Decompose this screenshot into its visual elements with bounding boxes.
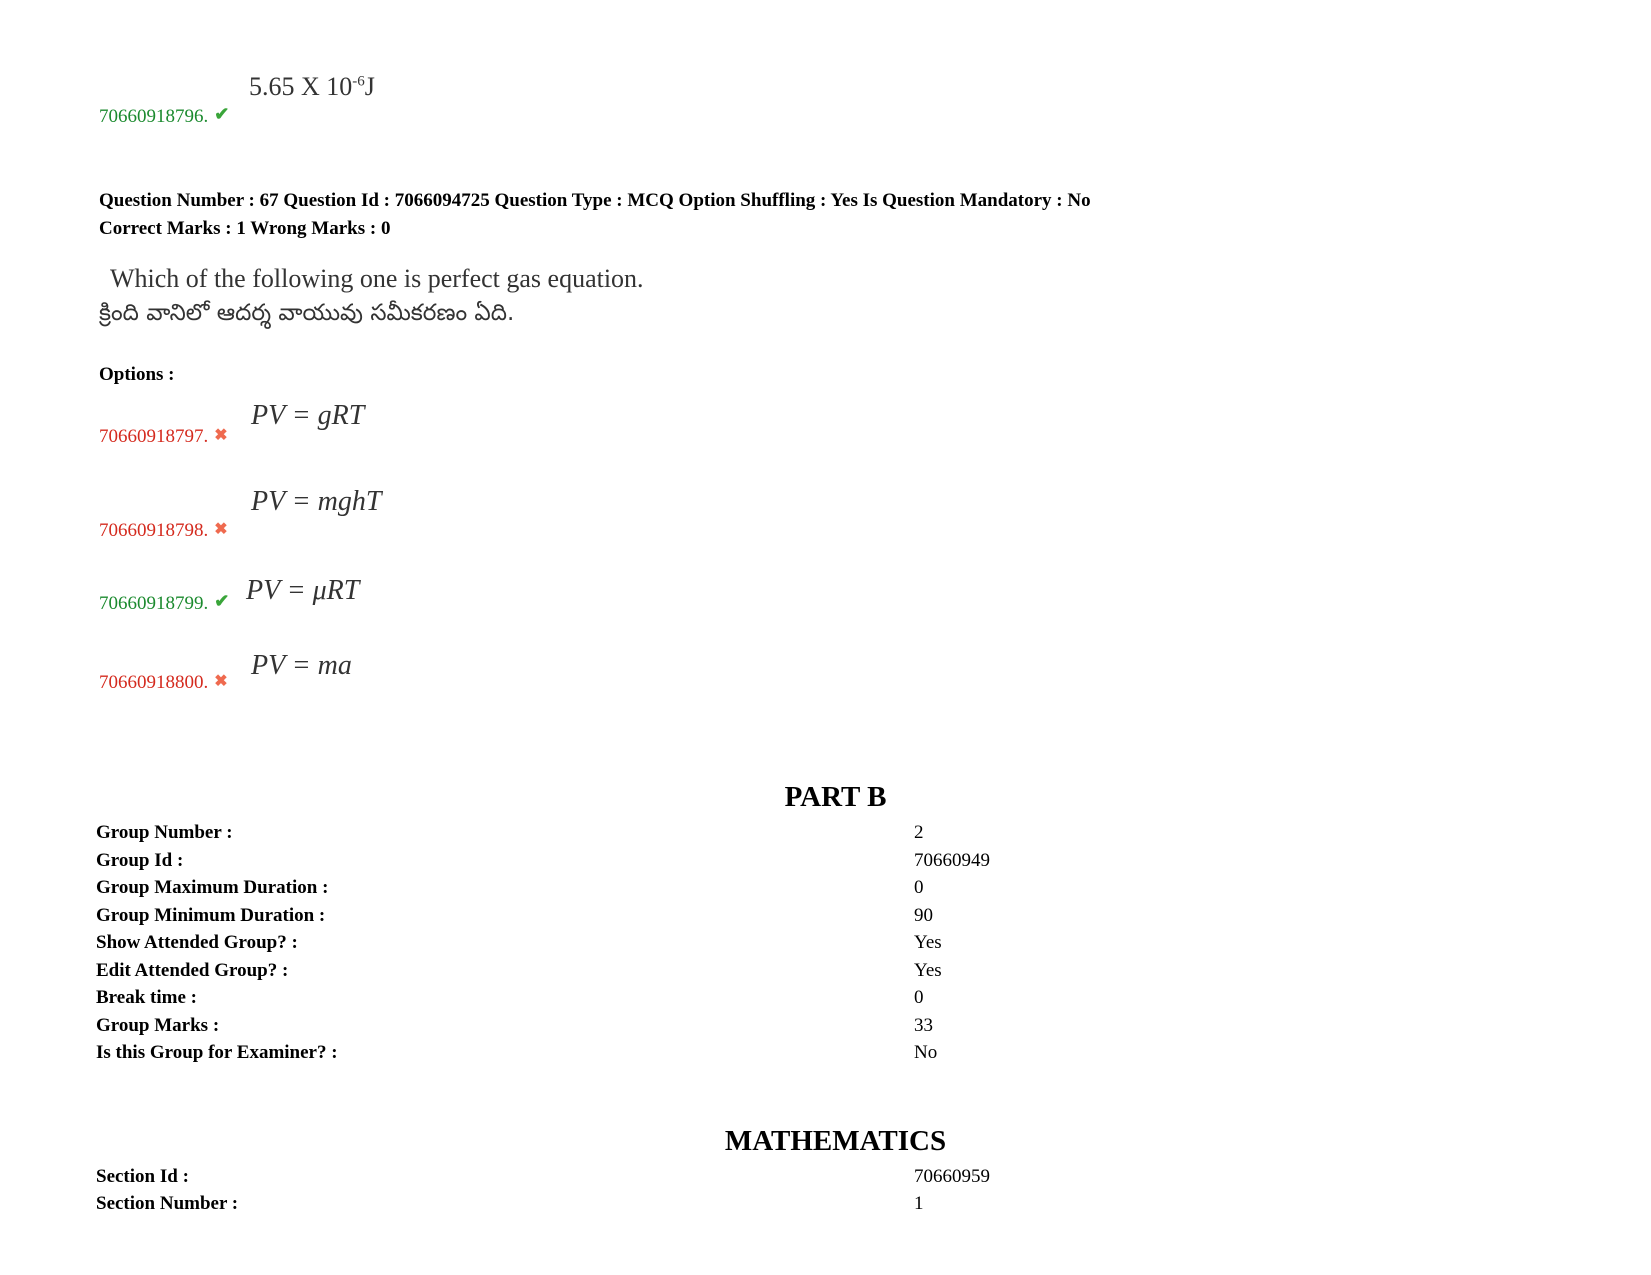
kv-label: Group Maximum Duration : bbox=[96, 877, 329, 898]
prev-option-answer-text: 5.65 X 10 bbox=[249, 72, 353, 101]
kv-value: 70660949 bbox=[914, 850, 990, 871]
prev-option-answer bbox=[249, 72, 375, 102]
cross-icon: ✖ bbox=[214, 427, 228, 444]
options-label: Options : bbox=[99, 364, 175, 385]
cross-icon: ✖ bbox=[214, 521, 228, 538]
mathematics-heading: MATHEMATICS bbox=[724, 1125, 947, 1157]
question-meta-line2: Correct Marks : 1 Wrong Marks : 0 bbox=[99, 218, 391, 239]
check-icon: ✔ bbox=[214, 591, 230, 611]
kv-label: Group Number : bbox=[96, 822, 233, 843]
prev-option-answer-unit: J bbox=[364, 72, 375, 101]
option-formula: PV = gRT bbox=[251, 400, 365, 431]
option-formula: PV = μRT bbox=[246, 575, 360, 606]
option-row bbox=[99, 425, 228, 448]
option-id: 70660918800. bbox=[99, 672, 209, 693]
kv-label: Section Id : bbox=[96, 1166, 189, 1187]
kv-value: Yes bbox=[914, 960, 942, 981]
question-text-english: Which of the following one is perfect gas equation. bbox=[110, 264, 644, 293]
option-id: 70660918799. bbox=[99, 593, 209, 614]
kv-label: Is this Group for Examiner? : bbox=[96, 1042, 338, 1063]
option-row bbox=[99, 591, 229, 615]
prev-option-answer-exponent: -6 bbox=[352, 73, 365, 90]
kv-value: No bbox=[914, 1042, 938, 1063]
kv-label: Show Attended Group? : bbox=[96, 932, 298, 953]
kv-label: Break time : bbox=[96, 987, 197, 1008]
option-row bbox=[99, 519, 228, 542]
option-id: 70660918797. bbox=[99, 426, 209, 447]
prev-option-id: 70660918796. bbox=[99, 106, 209, 127]
question-meta-line1: Question Number : 67 Question Id : 7066094725 Question Type : MCQ Option Shuffling : Yes Is Question Mandatory : No bbox=[99, 190, 1091, 211]
option-formula: PV = mghT bbox=[251, 486, 382, 517]
kv-label: Edit Attended Group? : bbox=[96, 960, 289, 981]
kv-label: Group Minimum Duration : bbox=[96, 905, 326, 926]
kv-label: Group Marks : bbox=[96, 1015, 220, 1036]
check-icon: ✔ bbox=[214, 104, 230, 124]
part-b-heading: PART B bbox=[784, 781, 887, 813]
option-formula: PV = ma bbox=[251, 650, 352, 681]
kv-value: Yes bbox=[914, 932, 942, 953]
prev-option bbox=[99, 104, 229, 128]
kv-value: 70660959 bbox=[914, 1166, 990, 1187]
option-row bbox=[99, 671, 228, 694]
kv-value: 33 bbox=[914, 1015, 933, 1036]
kv-value: 90 bbox=[914, 905, 933, 926]
kv-value: 1 bbox=[914, 1193, 924, 1214]
kv-value: 0 bbox=[914, 877, 924, 898]
kv-value: 0 bbox=[914, 987, 924, 1008]
option-id: 70660918798. bbox=[99, 520, 209, 541]
kv-label: Section Number : bbox=[96, 1193, 239, 1214]
cross-icon: ✖ bbox=[214, 673, 228, 690]
kv-value: 2 bbox=[914, 822, 924, 843]
question-text-telugu: క్రింది వానిలో ఆదర్శ వాయువు సమీకరణం ఏది. bbox=[99, 300, 515, 326]
kv-label: Group Id : bbox=[96, 850, 184, 871]
